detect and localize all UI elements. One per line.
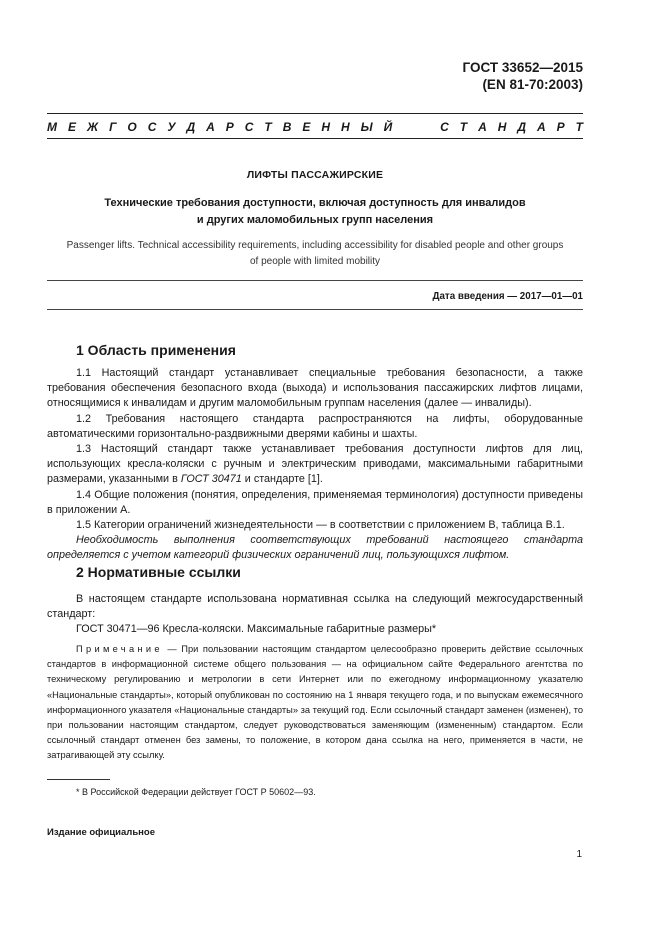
banner-letter: Г <box>109 120 117 134</box>
document-subtitle <box>47 195 583 229</box>
banner-letter: Т <box>264 120 272 134</box>
clause-1-2: 1.2 Требования настоящего стандарта распространяются на лифты, оборудованные автоматическими горизонтально-раздвижными дверями кабины и шахты. <box>47 412 583 440</box>
clause-1-3-text: 1.3 Настоящий стандарт также устанавливает требования доступности лифтов для лиц, использующих кресла-коляски с ручным и электрическим приводами, максимальными габаритными размерами, указанными в <box>47 443 583 486</box>
section-1-body <box>47 366 583 564</box>
english-title-line-1: Passenger lifts. Technical accessibility requirements, including accessibility for disabled people and other groups <box>66 240 564 251</box>
banner-letter: С <box>440 120 449 134</box>
interstate-standard-banner <box>47 118 583 136</box>
standard-code <box>463 59 583 93</box>
section-2-heading: 2 Нормативные ссылки <box>76 564 241 580</box>
intro-date-rule-top <box>47 280 583 281</box>
banner-letter: С <box>147 120 157 134</box>
header-rule-top <box>47 113 583 114</box>
intro-date-rule-bottom <box>47 309 583 310</box>
note-block <box>47 642 583 764</box>
clause-1-3 <box>47 442 583 488</box>
banner-letter: Т <box>459 120 468 134</box>
banner-letter: Р <box>556 120 565 134</box>
standard-en-equivalent: (EN 81-70:2003) <box>482 77 583 92</box>
clause-1-1: 1.1 Настоящий стандарт устанавливает специальные требования безопасности, а также требования обеспечения безопасного входа (выхода) и использования пассажирских лифтов лицами, относящимися к инвалидам и другим маломобильным группам населения (далее — инвалиды). <box>47 367 583 410</box>
gost-30471-reference: ГОСТ 30471 <box>180 473 242 486</box>
clause-1-5-note: Необходимость выполнения соответствующих требований настоящего стандарта определяется с учетом категорий физических ограничений лиц, пользующихся лифтом. <box>47 534 583 562</box>
banner-letter: Е <box>67 120 76 134</box>
english-title <box>47 238 583 270</box>
document-title: ЛИФТЫ ПАССАЖИРСКИЕ <box>246 169 384 181</box>
clause-1-3-tail: и стандарте [1]. <box>241 473 323 486</box>
header-rule-bottom <box>47 138 583 139</box>
normative-reference-intro: В настоящем стандарте использована нормативная ссылка на следующий межгосударственный стандарт: <box>47 593 583 621</box>
banner-letter: Н <box>497 120 507 134</box>
english-title-line-2: of people with limited mobility <box>249 256 381 267</box>
banner-letter: Ы <box>360 120 373 134</box>
banner-letter: О <box>127 120 137 134</box>
edition-label: Издание официальное <box>47 827 155 838</box>
footnote-separator <box>47 779 110 780</box>
banner-letter: Р <box>225 120 234 134</box>
section-1-heading: 1 Область применения <box>76 342 236 358</box>
banner-letter: А <box>478 120 487 134</box>
footnote: * В Российской Федерации действует ГОСТ Р 50602—93. <box>76 787 316 797</box>
banner-letter: Ж <box>86 120 99 134</box>
clause-1-4: 1.4 Общие положения (понятия, определения, применяемая терминология) доступности приведены в приложении А. <box>47 488 583 516</box>
banner-letter: В <box>282 120 292 134</box>
intro-date: Дата введения — 2017—01—01 <box>432 291 583 302</box>
banner-letter: Н <box>321 120 330 134</box>
section-2-body <box>47 592 583 638</box>
standard-number: ГОСТ 33652—2015 <box>462 60 583 75</box>
banner-letter: Е <box>302 120 311 134</box>
banner-letter: Д <box>186 120 196 134</box>
banner-letter: А <box>206 120 215 134</box>
banner-letter: А <box>537 120 546 134</box>
note-paragraph <box>47 642 583 764</box>
banner-letter: Й <box>383 120 393 134</box>
banner-letter: У <box>167 120 176 134</box>
banner-letter: Н <box>340 120 350 134</box>
page-number: 1 <box>576 849 582 860</box>
subtitle-line-2: и других маломобильных групп населения <box>196 214 434 226</box>
note-label: Примечание <box>76 644 163 654</box>
banner-letter: Т <box>575 120 583 134</box>
banner-letter: С <box>244 120 254 134</box>
clause-1-5: 1.5 Категории ограничений жизнедеятельности — в соответствии с приложением В, таблица В.1. <box>76 519 565 532</box>
note-text: — При пользовании настоящим стандартом целесообразно проверить действие ссылочных стандартов в информационной системе общего пользования — на официальном сайте Федерального агентства по техническому регулированию и метрологии в сети Интернет или по ежегодному информационному указателю «Национальные стандарты», который опубликован по состоянию на 1 января текущего года, и по выпускам ежемесячного информационного указателя «Национальные стандарты» за текущий год. Если ссылочный стандарт заменен (изменен), то при пользовании настоящим стандартом, следует руководствоваться заменяющим (измененным) стандартом. Если ссылочный стандарт отменен без замены, то положение, в котором дана ссылка на него, применяется в части, не затрагивающей эту ссылку. <box>47 644 583 761</box>
banner-letter: Д <box>517 120 527 134</box>
normative-reference-item: ГОСТ 30471—96 Кресла-коляски. Максимальные габаритные размеры* <box>76 623 437 636</box>
banner-letter: М <box>47 120 57 134</box>
subtitle-line-1: Технические требования доступности, включая доступность для инвалидов <box>104 197 526 209</box>
